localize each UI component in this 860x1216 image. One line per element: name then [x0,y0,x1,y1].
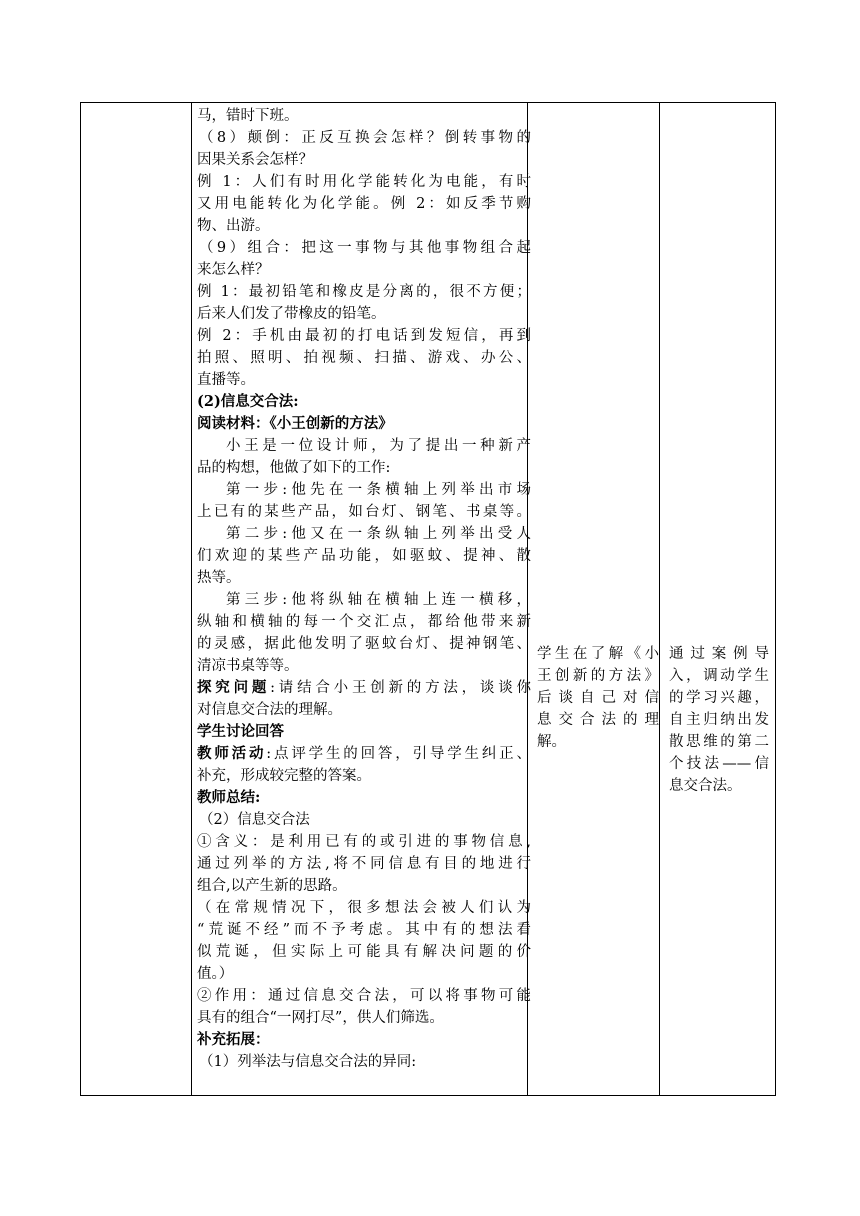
design-intent-column [669,643,769,797]
design-intent-line: 入，调动学生 [669,668,769,684]
student-activity-line: 解。 [537,734,566,750]
content-line: 们欢迎的某些产品功能，如驱蚊、提神、散 [197,548,531,564]
student-activity-line: 学生在了解《小 [537,646,659,662]
content-line: 组合,以产生新的思路。 [197,878,347,894]
content-line: 第三步:他将纵轴在横轴上连一横移， [226,592,531,608]
content-line: 直播等。 [197,372,255,388]
content-line: 例 1：最初铅笔和橡皮是分离的，很不方便； [197,284,531,300]
content-line: 第一步:他先在一条横轴上列举出市场 [226,482,531,498]
content-line: 后来人们发了带橡皮的铅笔。 [197,306,386,322]
content-line: “荒诞不经”而不予考虑。其中有的想法看 [197,922,531,938]
bold-lead: 探究问题 [197,679,271,696]
content-line: 教师总结: [197,789,261,806]
content-line: 学生讨论回答 [197,723,284,740]
content-line: 具有的组合“一网打尽”，供人们筛选。 [197,1010,444,1026]
content-line: 对信息交合法的理解。 [197,702,342,718]
content-line: 第二步:他又在一条纵轴上列举出受人 [226,526,531,542]
content-line: 补充，形成较完整的答案。 [197,768,371,784]
content-line: 值。） [197,966,234,982]
content-line: 来怎么样？ [197,262,270,278]
content-line: 探究问题:请结合小王创新的方法，谈谈你 [197,679,531,696]
content-line: 通过列举的方法,将不同信息有目的地进行 [197,856,531,872]
student-activity-line: 息交合法的理 [537,712,659,728]
design-intent-line: 个技法——信 [669,756,769,772]
design-intent-line: 通过案例导 [669,646,769,662]
student-activity-line: 后谈自己对信 [537,690,659,706]
student-activity-column [537,643,659,753]
content-line: 清凉书桌等等。 [197,658,299,674]
content-line: 教师活动:点评学生的回答，引导学生纠正、 [197,745,532,762]
content-line: 马，错时下班。 [197,108,299,124]
content-line: 的灵感，据此他发明了驱蚊台灯、提神钢笔、 [197,636,531,652]
column-divider [659,103,660,1095]
content-line: （2）信息交合法 [199,812,310,828]
content-line: 例 1：人们有时用化学能转化为电能，有时 [197,174,531,190]
teacher-content-column [197,103,531,1073]
content-line: 阅读材料：《小王创新的方法》 [197,415,393,432]
content-line: 补充拓展： [197,1031,270,1048]
content-line: 拍照、照明、拍视频、扫描、游戏、办公、 [197,350,531,366]
content-line: 因果关系会怎样？ [197,152,313,168]
content-line: （在常规情况下，很多想法会被人们认为 [197,900,531,916]
design-intent-line: 散思维的第二 [669,734,769,750]
content-line: 品的构想，他做了如下的工作: [197,460,391,476]
content-line: 例 2：手机由最初的打电话到发短信，再到 [197,328,531,344]
content-line: （9）组合：把这一事物与其他事物组合起 [199,240,531,256]
content-line: 又用电能转化为化学能。例 2：如反季节购 [197,196,531,212]
content-line: 物、出游。 [197,218,270,234]
lesson-plan-table [80,102,776,1096]
content-line: 似荒诞，但实际上可能具有解决问题的价 [197,944,531,960]
content-line: 上已有的某些产品，如台灯、钢笔、书桌等。 [197,504,531,520]
content-line: （1）列举法与信息交合法的异同: [199,1054,417,1070]
column-divider [191,103,192,1095]
content-line: 小王是一位设计师，为了提出一种新产 [226,438,531,454]
content-line: （8）颠倒：正反互换会怎样？倒转事物的 [199,130,531,146]
student-activity-line: 王创新的方法》 [537,668,659,684]
content-line: 纵轴和横轴的每一个交汇点，都给他带来新 [197,614,531,630]
content-line: (2)信息交合法: [197,393,299,410]
design-intent-line: 的学习兴趣， [669,690,769,706]
content-line: ①含义：是利用已有的或引进的事物信息, [197,834,531,850]
content-line: 热等。 [197,570,241,586]
content-line: ②作用：通过信息交合法，可以将事物可能 [197,988,531,1004]
design-intent-line: 自主归纳出发 [669,712,769,728]
design-intent-line: 息交合法。 [669,778,742,794]
bold-lead: 教师活动 [197,745,267,762]
